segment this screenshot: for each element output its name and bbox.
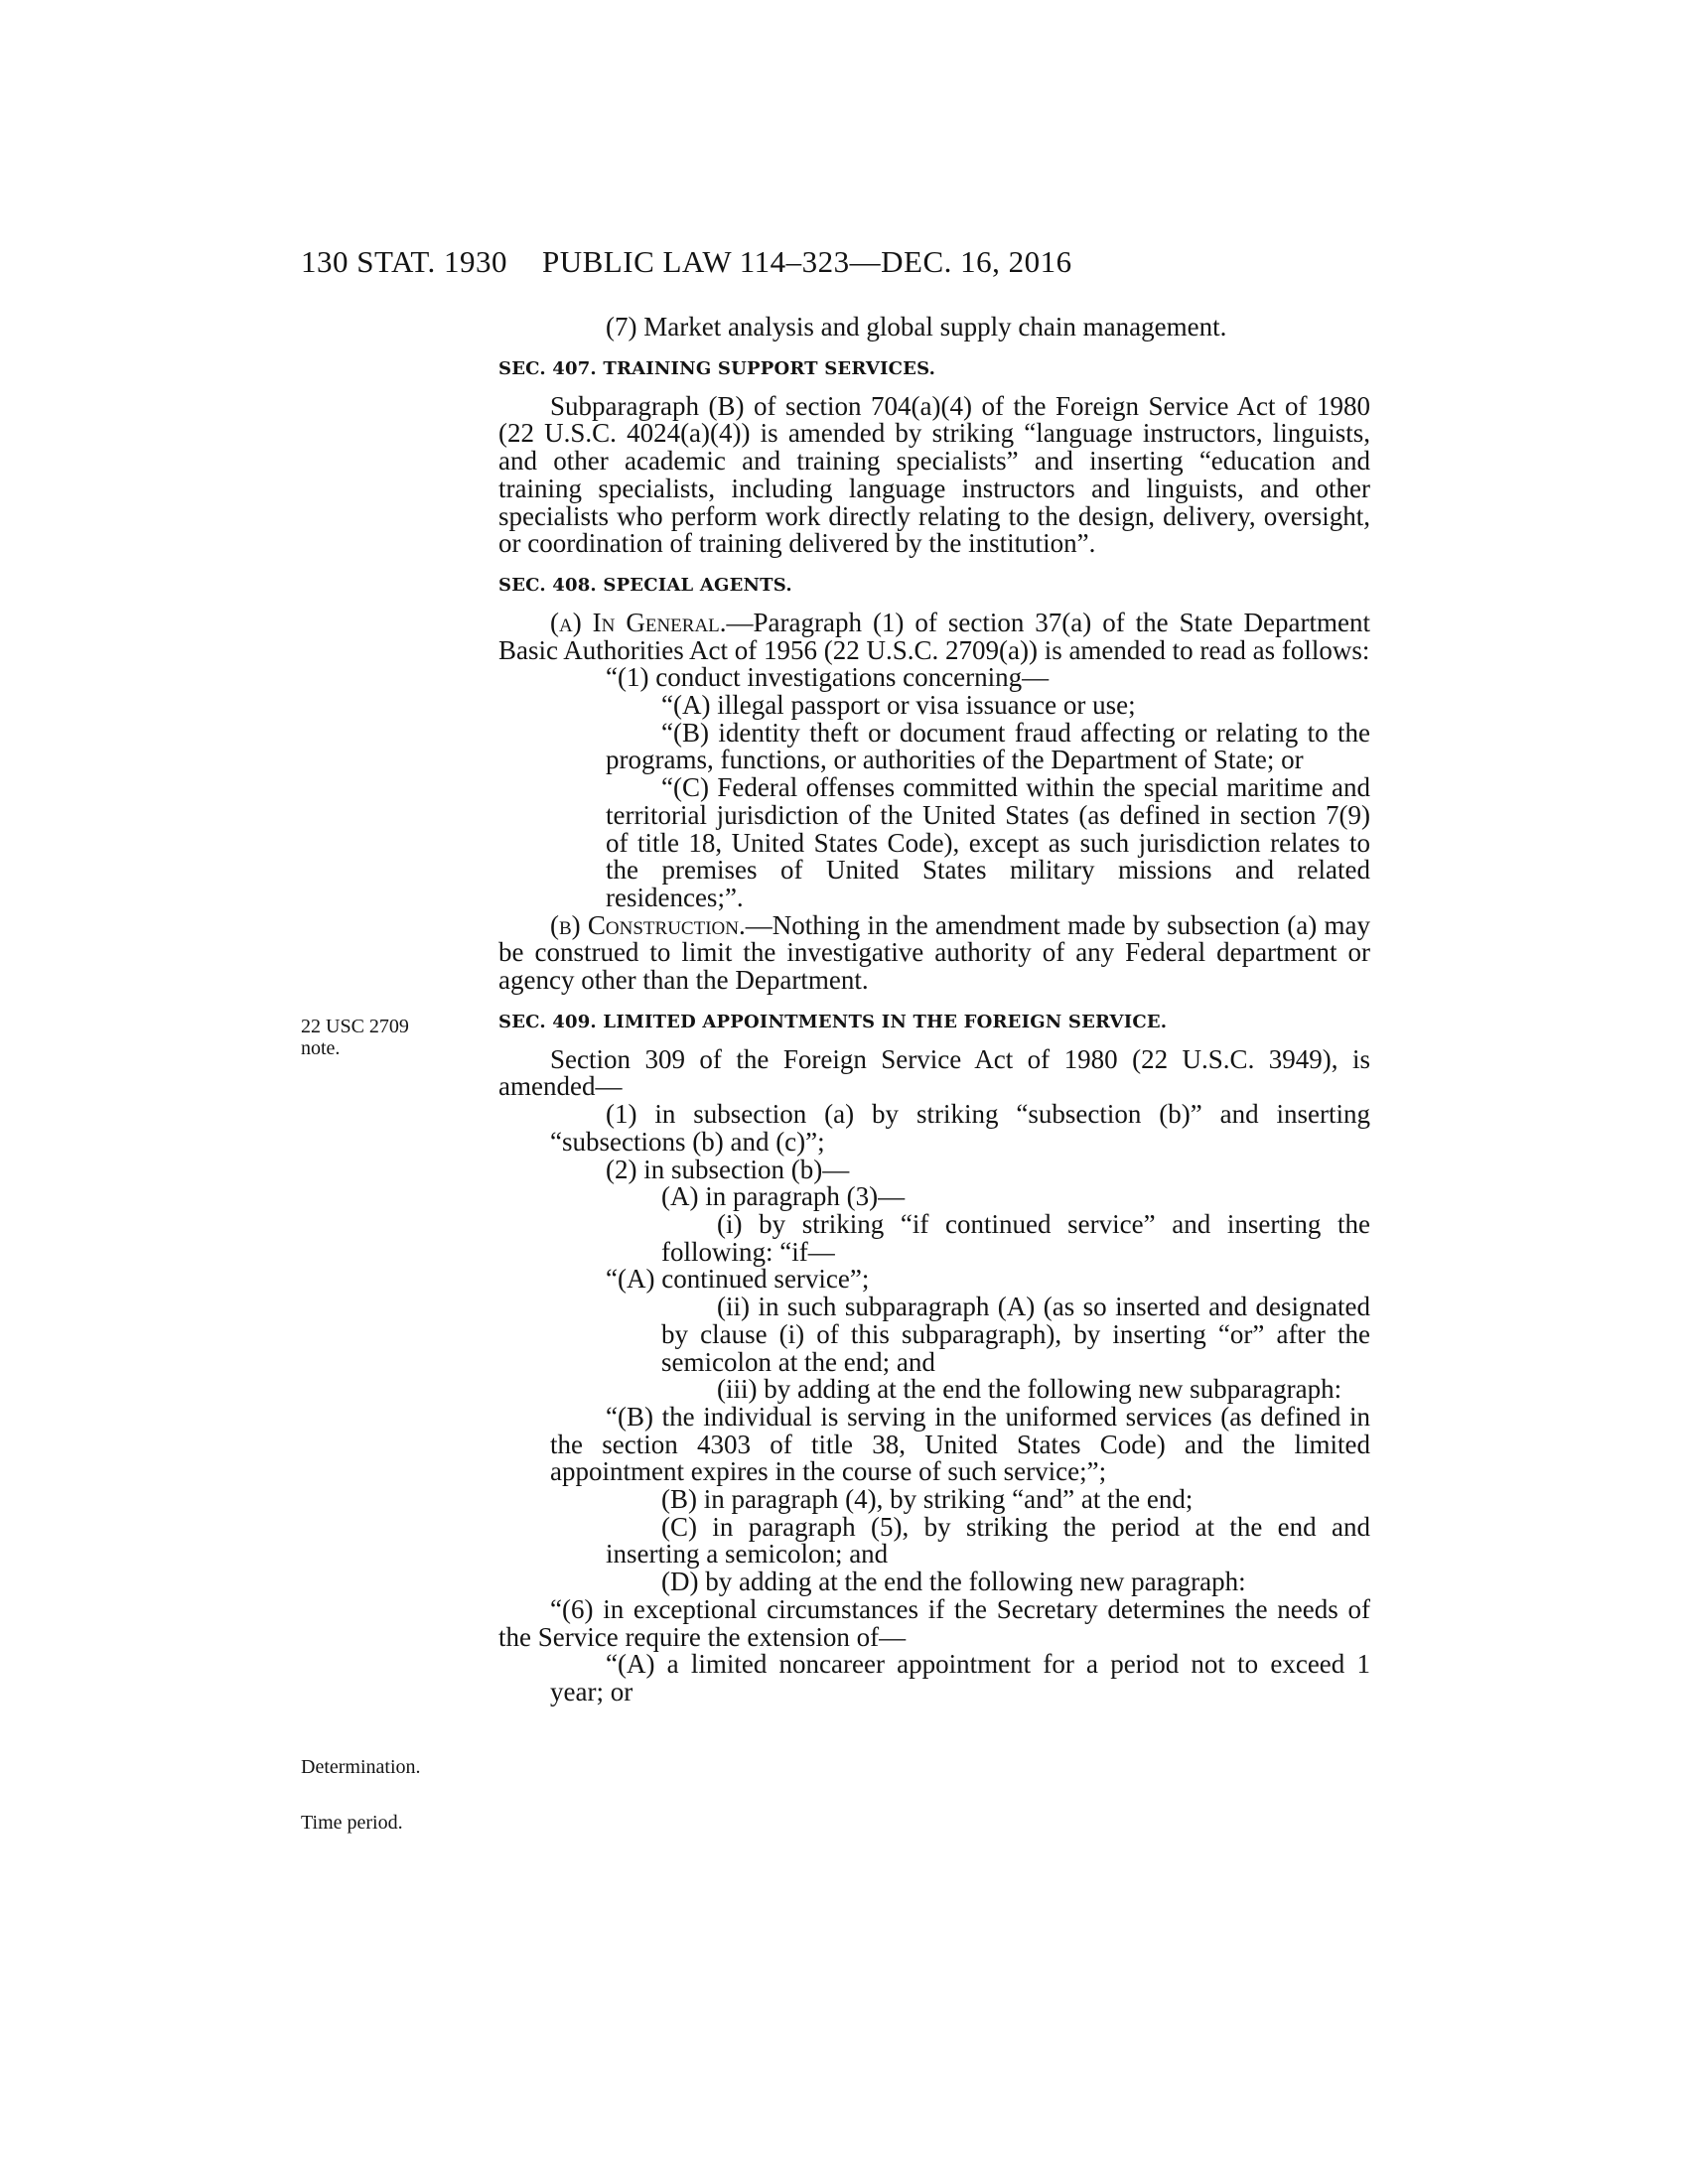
- margin-note-time-period: Time period.: [301, 1812, 403, 1834]
- body-text: [498, 314, 1370, 1706]
- sec-409-para-2B: (B) in paragraph (4), by striking “and” at the end;: [661, 1484, 1194, 1515]
- sec-409-clause-iii: (iii) by adding at the end the following new subparagraph:: [717, 1374, 1342, 1405]
- sec-408-heading: SEC. 408. SPECIAL AGENTS.: [498, 574, 792, 596]
- sec-408-para-1C: “(C) Federal offenses committed within the special maritime and territorial jurisdiction of the United States (as defined in section 7(9) of title 18, United States Code), except as such jurisdiction relates to the premises of United States military missions and related residences;”.: [606, 772, 1370, 912]
- sec-409-para-2D: (D) by adding at the end the following new paragraph:: [661, 1567, 1246, 1597]
- statute-page-number: 130 STAT. 1930: [301, 244, 508, 279]
- sec-409-para-2A: (A) in paragraph (3)—: [661, 1181, 906, 1212]
- margin-note-determination: Determination.: [301, 1756, 421, 1778]
- sec-409-para-1: (1) in subsection (a) by striking “subsection (b)” and inserting “subsections (b) and (c)”;: [550, 1099, 1370, 1157]
- sec-409-clause-i: (i) by striking “if continued service” and inserting the following: “if—: [661, 1208, 1370, 1267]
- paragraph-7: (7) Market analysis and global supply chain management.: [606, 312, 1227, 341]
- sec-408-para-1: “(1) conduct investigations concerning—: [606, 662, 1050, 693]
- subsection-a-text: —Paragraph (1) of section 37(a) of the State Department Basic Authorities Act of 1956 (22 U.S.C. 2709(a)) is amended to read as follows:: [498, 607, 1370, 665]
- sec-409-quoted-6: “(6) in exceptional circumstances if the Secretary determines the needs of the Service require the extension of—: [498, 1593, 1370, 1652]
- sec-409-para-2: (2) in subsection (b)—: [606, 1154, 850, 1184]
- sec-409-heading: SEC. 409. LIMITED APPOINTMENTS IN THE FOREIGN SERVICE.: [498, 1011, 1168, 1032]
- sec-409-intro: Section 309 of the Foreign Service Act of 1980 (22 U.S.C. 3949), is amended—: [498, 1043, 1370, 1102]
- subsection-a-label: (a) In General.: [550, 607, 727, 637]
- sec-408-para-1A: “(A) illegal passport or visa issuance or use;: [661, 690, 1136, 721]
- sec-409-clause-ii: (ii) in such subparagraph (A) (as so inserted and designated by clause (i) of this subparagraph), by inserting “or” after the semicolon at the end; and: [661, 1292, 1370, 1377]
- sec-407-text: Subparagraph (B) of section 704(a)(4) of the Foreign Service Act of 1980 (22 U.S.C. 4024(a)(4)) is amended by striking “language instructors, linguists, and other academic and training specialists” and inserting “education and training specialists, including language instructors and linguists, and other specialists who perform work directly relating to the design, delivery, oversight, or coordination of training delivered by the institution”.: [498, 390, 1370, 559]
- sec-408-para-1B: “(B) identity theft or document fraud affecting or relating to the programs, functions, or authorities of the Department of State; or: [606, 717, 1370, 775]
- sec-409-quoted-6A: “(A) a limited noncareer appointment for a period not to exceed 1 year; or: [550, 1649, 1370, 1706]
- subsection-b-text: —Nothing in the amendment made by subsection (a) may be construed to limit the investigative authority of any Federal department or agency other than the Department.: [498, 909, 1370, 996]
- subsection-b-label: (b) Construction.: [550, 909, 746, 940]
- sec-408-subsection-a: [498, 607, 1370, 665]
- sec-409-quoted-B: “(B) the individual is serving in the uniformed services (as defined in the section 4303 of title 38, United States Code) and the limited appointment expires in the course of such service;”;: [550, 1401, 1370, 1487]
- sec-407-heading: SEC. 407. TRAINING SUPPORT SERVICES.: [498, 357, 936, 379]
- sec-409-quoted-A: “(A) continued service”;: [606, 1264, 870, 1295]
- public-law-citation: PUBLIC LAW 114–323—DEC. 16, 2016: [542, 244, 1072, 279]
- page-header: [301, 244, 1370, 284]
- sec-408-subsection-b: [498, 909, 1370, 996]
- sec-409-para-2C: (C) in paragraph (5), by striking the period at the end and inserting a semicolon; and: [606, 1511, 1370, 1570]
- margin-note-usc: 22 USC 2709 note.: [301, 1016, 409, 1059]
